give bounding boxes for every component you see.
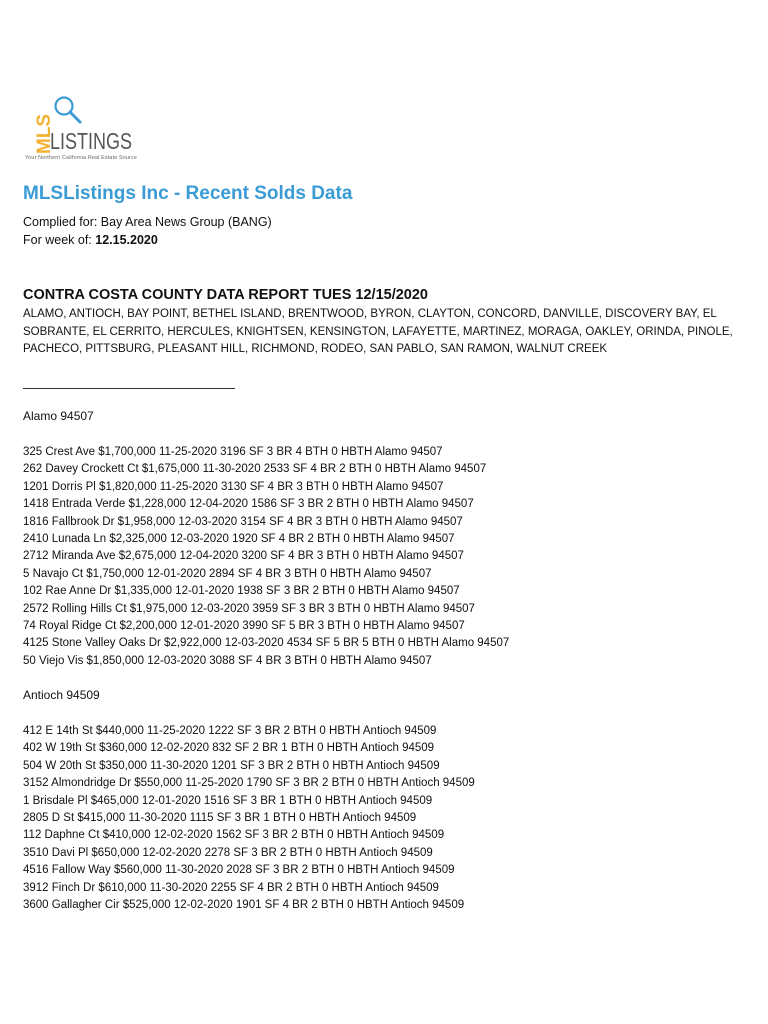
listing-row: 2805 D St $415,000 11-30-2020 1115 SF 3 BR 1 BTH 0 HBTH Antioch 94509 xyxy=(23,811,417,824)
listing-row: 50 Viejo Vis $1,850,000 12-03-2020 3088 SF 4 BR 3 BTH 0 HBTH Alamo 94507 xyxy=(23,654,432,667)
logo-graphic xyxy=(24,92,174,154)
listing-row: 1816 Fallbrook Dr $1,958,000 12-03-2020 3154 SF 4 BR 3 BTH 0 HBTH Alamo 94507 xyxy=(23,515,463,528)
logo-word-listings: LISTINGS xyxy=(50,128,132,154)
listing-row: 3152 Almondridge Dr $550,000 11-25-2020 1790 SF 3 BR 2 BTH 0 HBTH Antioch 94509 xyxy=(23,777,475,790)
listing-row: 1418 Entrada Verde $1,228,000 12-04-2020 1586 SF 3 BR 2 BTH 0 HBTH Alamo 94507 xyxy=(23,498,474,511)
listing-row: 4516 Fallow Way $560,000 11-30-2020 2028 SF 3 BR 2 BTH 0 HBTH Antioch 94509 xyxy=(23,864,455,877)
listing-row: 3600 Gallagher Cir $525,000 12-02-2020 1901 SF 4 BR 2 BTH 0 HBTH Antioch 94509 xyxy=(23,898,465,911)
listings-alamo xyxy=(23,444,753,670)
listing-row: 1201 Dorris Pl $1,820,000 11-25-2020 3130 SF 4 BR 3 BTH 0 HBTH Alamo 94507 xyxy=(23,480,444,493)
listing-row: 2712 Miranda Ave $2,675,000 12-04-2020 3200 SF 4 BR 3 BTH 0 HBTH Alamo 94507 xyxy=(23,550,464,563)
logo-word-mls: MLS xyxy=(34,113,55,154)
week-of xyxy=(23,233,158,247)
week-value: 12.15.2020 xyxy=(95,233,158,247)
listing-row: 112 Daphne Ct $410,000 12-02-2020 1562 SF 3 BR 2 BTH 0 HBTH Antioch 94509 xyxy=(23,829,445,842)
listing-row: 325 Crest Ave $1,700,000 11-25-2020 3196 SF 3 BR 4 BTH 0 HBTH Alamo 94507 xyxy=(23,446,443,458)
listing-row: 5 Navajo Ct $1,750,000 12-01-2020 2894 SF 4 BR 3 BTH 0 HBTH Alamo 94507 xyxy=(23,567,432,580)
listing-row: 1 Brisdale Pl $465,000 12-01-2020 1516 SF 3 BR 1 BTH 0 HBTH Antioch 94509 xyxy=(23,794,433,807)
listing-row: 2410 Lunada Ln $2,325,000 12-03-2020 1920 SF 4 BR 2 BTH 0 HBTH Alamo 94507 xyxy=(23,532,455,545)
listing-row: 262 Davey Crockett Ct $1,675,000 11-30-2020 2533 SF 4 BR 2 BTH 0 HBTH Alamo 94507 xyxy=(23,463,487,476)
report-heading: CONTRA COSTA COUNTY DATA REPORT TUES 12/15/2020 xyxy=(23,287,428,303)
section-heading-alamo: Alamo 94507 xyxy=(23,409,94,423)
listing-row: 2572 Rolling Hills Ct $1,975,000 12-03-2020 3959 SF 3 BR 3 BTH 0 HBTH Alamo 94507 xyxy=(23,602,475,615)
page-title: MLSListings Inc - Recent Solds Data xyxy=(23,183,353,204)
listing-row: 3912 Finch Dr $610,000 11-30-2020 2255 SF 4 BR 2 BTH 0 HBTH Antioch 94509 xyxy=(23,881,439,894)
listing-row: 74 Royal Ridge Ct $2,200,000 12-01-2020 3990 SF 5 BR 3 BTH 0 HBTH Alamo 94507 xyxy=(23,619,465,632)
section-heading-antioch: Antioch 94509 xyxy=(23,688,100,702)
listing-row: 504 W 20th St $350,000 11-30-2020 1201 SF 3 BR 2 BTH 0 HBTH Antioch 94509 xyxy=(23,759,440,772)
listing-row: 412 E 14th St $440,000 11-25-2020 1222 SF 3 BR 2 BTH 0 HBTH Antioch 94509 xyxy=(23,725,437,737)
listing-row: 4125 Stone Valley Oaks Dr $2,922,000 12-03-2020 4534 SF 5 BR 5 BTH 0 HBTH Alamo 94507 xyxy=(23,637,510,650)
logo-tagline: Your Northern California Real Estate Source xyxy=(25,155,138,161)
mlslistings-logo xyxy=(24,92,174,166)
listing-row: 402 W 19th St $360,000 12-02-2020 832 SF 2 BR 1 BTH 0 HBTH Antioch 94509 xyxy=(23,742,435,755)
listing-row: 102 Rae Anne Dr $1,335,000 12-01-2020 1938 SF 3 BR 2 BTH 0 HBTH Alamo 94507 xyxy=(23,585,460,598)
listing-row: 3510 Davi Pl $650,000 12-02-2020 2278 SF 3 BR 2 BTH 0 HBTH Antioch 94509 xyxy=(23,846,433,859)
complied-for: Complied for: Bay Area News Group (BANG) xyxy=(23,215,272,229)
listings-antioch xyxy=(23,723,753,914)
cities-list: ALAMO, ANTIOCH, BAY POINT, BETHEL ISLAND, BRENTWOOD, BYRON, CLAYTON, CONCORD, DANVILLE, DISCOVERY BAY, EL SOBRANTE, EL CERRITO, HERCULES, KNIGHTSEN, KENSINGTON, LAFAYETTE, MARTINEZ, MORAGA, OAKLEY, ORINDA, PINOLE, PACHECO, PITTSBURG, PLEASANT HILL, RICHMOND, RODEO, SAN PABLO, SAN RAMON, WALNUT CREEK xyxy=(23,308,733,355)
week-label: For week of: xyxy=(23,233,96,247)
divider-line xyxy=(23,388,235,389)
